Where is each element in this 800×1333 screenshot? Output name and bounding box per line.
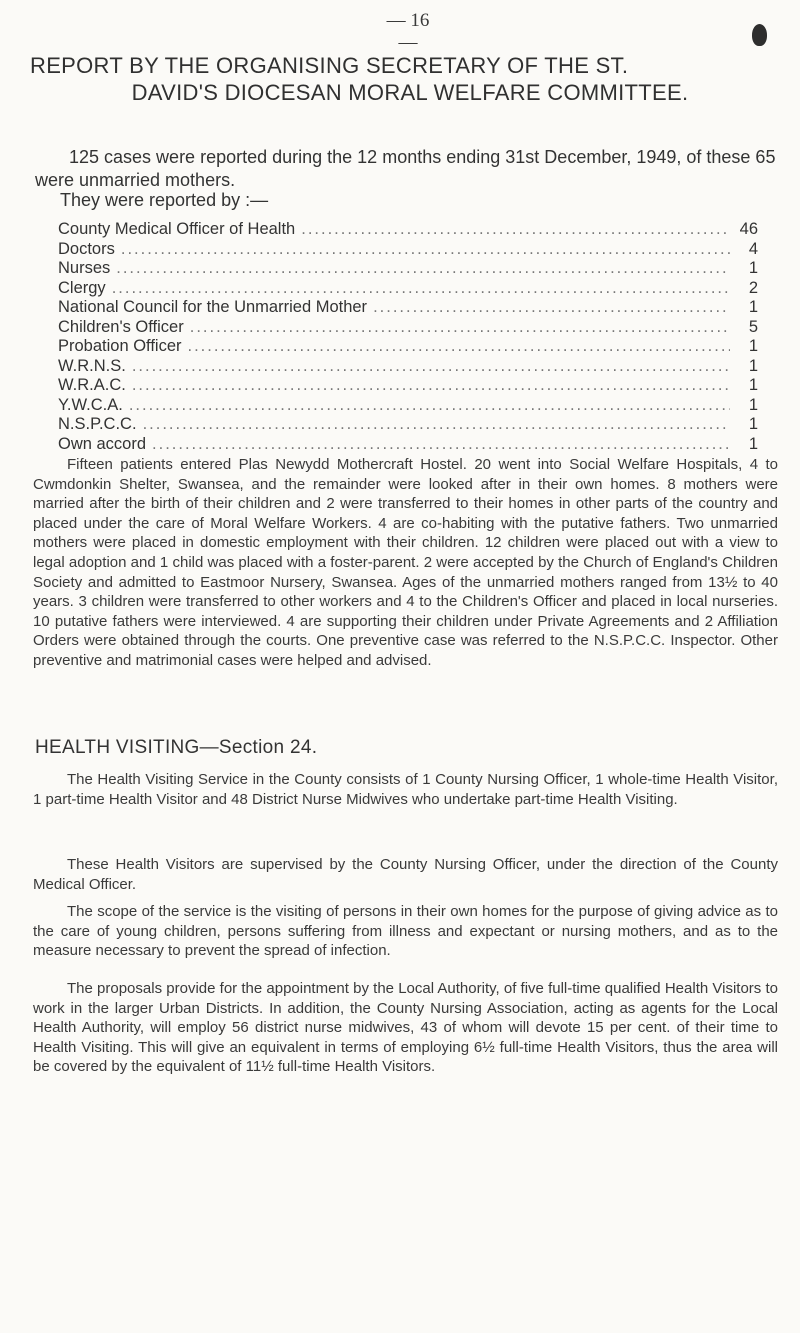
source-count: 5 bbox=[748, 317, 758, 336]
source-name: N.S.P.C.C. bbox=[58, 415, 137, 433]
list-item bbox=[58, 357, 758, 377]
leader-dots bbox=[190, 318, 730, 338]
intro-paragraph: 125 cases were reported during the 12 months ending 31st December, 1949, of these 65 were unmarried mothers. bbox=[35, 147, 776, 190]
ink-blot bbox=[752, 24, 767, 46]
list-item bbox=[58, 415, 758, 435]
list-item bbox=[58, 396, 758, 416]
leader-dots bbox=[116, 259, 730, 279]
leader-dots bbox=[112, 279, 730, 299]
source-count: 4 bbox=[748, 239, 758, 258]
source-name: Probation Officer bbox=[58, 337, 182, 355]
source-name: Doctors bbox=[58, 239, 115, 258]
source-name: Children's Officer bbox=[58, 317, 184, 336]
source-name: Y.W.C.A. bbox=[58, 395, 123, 414]
leader-dots bbox=[132, 357, 730, 377]
leader-dots bbox=[143, 415, 730, 435]
list-item bbox=[58, 220, 758, 240]
source-count: 1 bbox=[748, 376, 758, 394]
list-item bbox=[58, 298, 758, 318]
source-name: W.R.N.S. bbox=[58, 356, 126, 375]
source-name: W.R.A.C. bbox=[58, 376, 126, 394]
reported-by-label: They were reported by :— bbox=[60, 190, 269, 210]
list-item bbox=[58, 435, 758, 455]
leader-dots bbox=[121, 240, 730, 260]
source-name: Nurses bbox=[58, 259, 111, 277]
leader-dots bbox=[301, 220, 730, 240]
source-count: 1 bbox=[748, 395, 758, 414]
source-name: National Council for the Unmarried Mother bbox=[58, 298, 368, 316]
health-visiting-paragraph-2: These Health Visitors are supervised by the County Nursing Officer, under the direction of the County Medical Officer. bbox=[33, 856, 778, 893]
source-count: 46 bbox=[739, 220, 758, 238]
leader-dots bbox=[129, 396, 730, 416]
list-item bbox=[58, 259, 758, 279]
source-name: County Medical Officer of Health bbox=[58, 220, 296, 238]
section-heading: HEALTH VISITING—Section 24. bbox=[35, 737, 318, 758]
list-item bbox=[58, 376, 758, 396]
leader-dots bbox=[188, 337, 730, 357]
source-count: 1 bbox=[748, 415, 758, 433]
list-item bbox=[58, 279, 758, 299]
source-name: Own accord bbox=[58, 434, 147, 453]
report-title-line-1: REPORT BY THE ORGANISING SECRETARY OF THE ST. bbox=[30, 53, 629, 78]
health-visiting-paragraph-3: The scope of the service is the visiting of persons in their own homes for the purpose of giving advice as to the care of young children, persons suffering from illness and expectant or nursing mothers, and as to the measure necessary to prevent the spread of infection. bbox=[33, 903, 778, 960]
leader-dots bbox=[373, 298, 730, 318]
case-outcomes-paragraph: Fifteen patients entered Plas Newydd Mothercraft Hostel. 20 went into Social Welfare Hospitals, 4 to Cwmdonkin Shelter, Swansea, and the remainder were looked after in their own homes. 8 mothers were married after the birth of their children and 2 were transferred to their homes in other parts of the country and placed under the care of Moral Welfare Workers. 4 are co-habiting with the putative fathers. Two unmarried mothers were placed in domestic employment with their children. 12 children were placed out with a view to legal adoption and 1 child was placed with a foster-parent. 2 were accepted by the Church of England's Children Society and admitted to Eastmoor Nursery, Swansea. Ages of the unmarried mothers ranged from 13½ to 40 years. 3 children were transferred to other workers and 4 to the Children's Officer and placed in local nurseries. 10 putative fathers were interviewed. 4 are supporting their children under Private Agreements and 2 Affiliation Orders were obtained through the courts. One preventive case was referred to the N.S.P.C.C. Inspector. Other preventive and matrimonial cases were helped and advised. bbox=[33, 456, 778, 669]
list-item bbox=[58, 337, 758, 357]
source-count: 1 bbox=[748, 337, 758, 355]
page-number: — 16 — bbox=[386, 10, 430, 53]
list-item bbox=[58, 318, 758, 338]
list-item bbox=[58, 240, 758, 260]
leader-dots bbox=[132, 376, 730, 396]
source-count: 1 bbox=[748, 434, 758, 453]
health-visiting-paragraph-4: The proposals provide for the appointment by the Local Authority, of five full-time qualified Health Visitors to work in the larger Urban Districts. In addition, the County Nursing Association, acting as agents for the Local Health Authority, will employ 56 district nurse midwives, 43 of whom will devote 15 per cent. of their time to Health Visiting. This will give an equivalent in terms of employing 6½ full-time Health Visitors, thus the area will be covered by the equivalent of 11½ full-time Health Visitors. bbox=[33, 980, 778, 1076]
source-count: 1 bbox=[748, 259, 758, 277]
health-visiting-paragraph-1: The Health Visiting Service in the County consists of 1 County Nursing Officer, 1 whole-time Health Visitor, 1 part-time Health Visitor and 48 District Nurse Midwives who undertake part-time Health Visiting. bbox=[33, 771, 778, 808]
source-count: 2 bbox=[748, 278, 758, 297]
report-title-line-2: DAVID'S DIOCESAN MORAL WELFARE COMMITTEE. bbox=[131, 80, 689, 105]
report-title bbox=[30, 52, 790, 106]
source-name: Clergy bbox=[58, 278, 106, 297]
referral-sources-list bbox=[58, 220, 758, 454]
source-count: 1 bbox=[748, 298, 758, 316]
source-count: 1 bbox=[748, 356, 758, 375]
leader-dots bbox=[152, 435, 730, 455]
